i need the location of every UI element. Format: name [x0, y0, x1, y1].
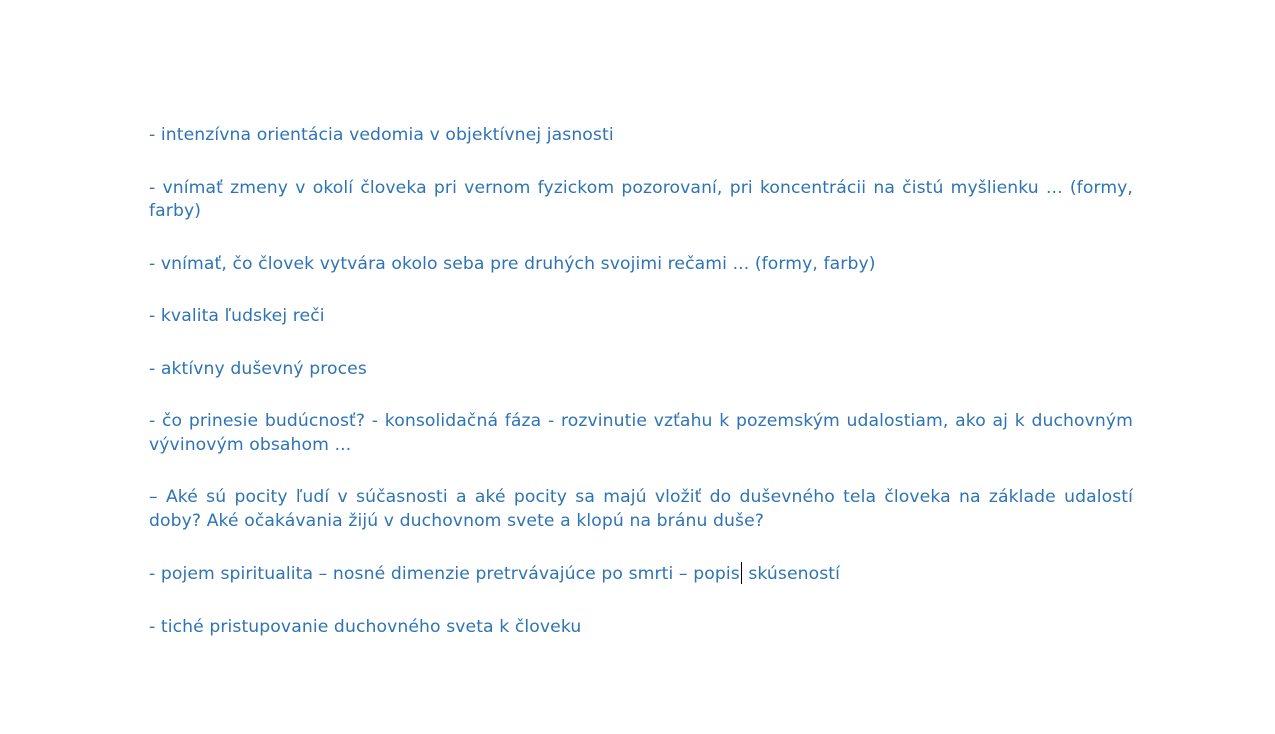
paragraph-8-text-before-caret: - pojem spiritualita – nosné dimenzie pretrvávajúce po smrti – popis — [149, 564, 740, 584]
paragraph-8-text-after-caret: skúseností — [742, 564, 841, 584]
paragraph-4[interactable]: - kvalita ľudskej reči — [149, 306, 325, 326]
document-body[interactable] — [149, 124, 1133, 668]
paragraph-5[interactable]: - aktívny duševný proces — [149, 358, 367, 379]
paragraph-7[interactable]: – Aké sú pocity ľudí v súčasnosti a aké pocity sa majú vložiť do duševného tela človeka na základe udalostí doby? Aké očakávania žijú v duchovnom svete a klopú na bránu duše? — [149, 487, 1133, 531]
paragraph-6[interactable]: - čo prinesie budúcnosť? - konsolidačná fáza - rozvinutie vzťahu k pozemským udalostiam, ako aj k duchovným vývinovým obsahom ... — [149, 411, 1133, 455]
paragraph-2[interactable]: - vnímať zmeny v okolí človeka pri vernom fyzickom pozorovaní, pri koncentrácii na čistú myšlienku ... (formy, farby) — [149, 177, 1133, 221]
paragraph-9[interactable]: - tiché pristupovanie duchovného sveta k človeku — [149, 616, 582, 637]
text-cursor — [741, 562, 742, 584]
paragraph-8[interactable] — [149, 562, 1133, 587]
paragraph-3[interactable]: - vnímať, čo človek vytvára okolo seba pre druhých svojimi rečami ... (formy, farby) — [149, 253, 876, 274]
paragraph-1[interactable]: - intenzívna orientácia vedomia v objektívnej jasnosti — [149, 125, 614, 145]
